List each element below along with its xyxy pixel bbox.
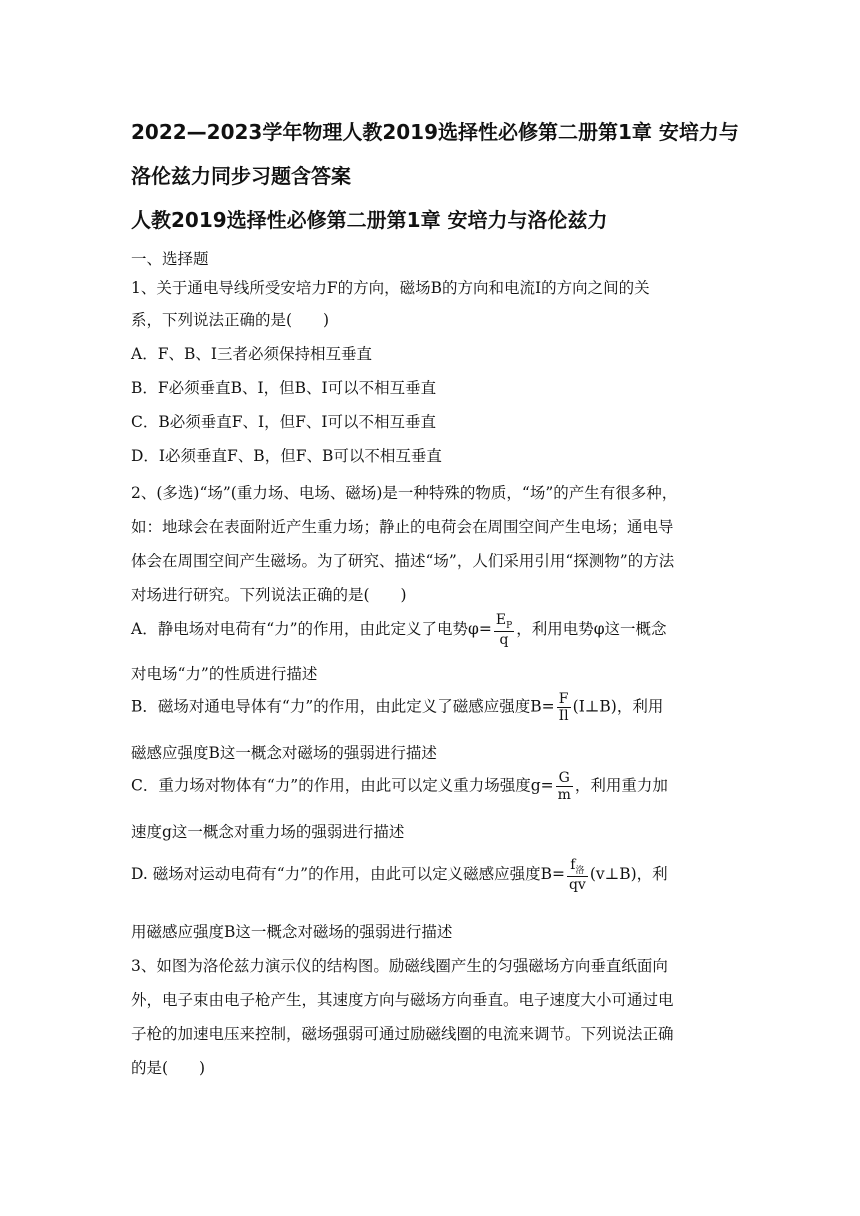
q1-option-d: D．I必须垂直F、B，但F、B可以不相互垂直: [131, 447, 442, 465]
q2-option-d-line-2: 用磁感应强度B这一概念对磁场的强弱进行描述: [131, 923, 453, 941]
fraction-numerator: G: [556, 770, 573, 787]
q2-option-c-line-2: 速度g这一概念对重力场的强弱进行描述: [131, 823, 405, 841]
document-title-line-2: 洛伦兹力同步习题含答案: [131, 164, 351, 188]
q2-option-a-line-2: 对电场“力”的性质进行描述: [131, 665, 318, 683]
fraction-numerator: $f_洛$: [567, 857, 588, 877]
q2-option-c-text: C．重力场对物体有“力”的作用，由此可以定义重力场强度g=: [131, 776, 554, 795]
lorentz-fraction: [567, 857, 588, 893]
q3-stem-line-3: 子枪的加速电压来控制，磁场强弱可通过励磁线圈的电流来调节。下列说法正确: [131, 1025, 674, 1043]
q2-stem-line-3: 体会在周围空间产生磁场。为了研究、描述“场”，人们采用引用“探测物”的方法: [131, 552, 675, 570]
q2-option-d-text-after: (v⊥B)，利: [589, 865, 668, 884]
q2-stem-line-4: 对场进行研究。下列说法正确的是( ): [131, 586, 407, 604]
document-subtitle: 人教2019选择性必修第二册第1章 安培力与洛伦兹力: [131, 208, 608, 232]
document-title-line-1: 2022—2023学年物理人教2019选择性必修第二册第1章 安培力与: [131, 120, 739, 144]
fraction-numerator: F: [557, 691, 571, 708]
q2-option-a-text: A．静电场对电荷有“力”的作用，由此定义了电势φ=: [131, 620, 492, 639]
q2-option-d: [131, 857, 668, 893]
q3-stem-line-4: 的是( ): [131, 1059, 206, 1077]
q2-option-d-text: D. 磁场对运动电荷有“力”的作用，由此可以定义磁感应强度B=: [131, 865, 565, 884]
fraction-numerator: $E_P$: [495, 612, 513, 631]
q3-stem-line-1: 3、如图为洛伦兹力演示仪的结构图。励磁线圈产生的匀强磁场方向垂直纸面向: [131, 957, 668, 975]
q2-option-b-line-2: 磁感应强度B这一概念对磁场的强弱进行描述: [131, 744, 437, 762]
magnetic-induction-fraction: [557, 691, 571, 724]
q2-option-b-text-after: (I⊥B)，利用: [572, 697, 664, 716]
q2-option-c-text-after: ，利用重力加: [574, 776, 668, 795]
potential-fraction: [494, 612, 514, 648]
q2-stem-line-2: 如：地球会在表面附近产生重力场；静止的电荷会在周围空间产生电场；通电导: [131, 518, 674, 536]
fraction-denominator: qv: [568, 877, 586, 894]
section-heading: 一、选择题: [131, 250, 209, 268]
q2-stem-line-1: 2、(多选)“场”(重力场、电场、磁场)是一种特殊的物质，“场”的产生有很多种，: [131, 484, 678, 502]
q3-stem-line-2: 外，电子束由电子枪产生，其速度方向与磁场方向垂直。电子速度大小可通过电: [131, 991, 674, 1009]
q2-option-a-text-after: ，利用电势φ这一概念: [516, 620, 667, 639]
fraction-denominator: q: [499, 632, 509, 649]
q1-stem-line-1: 1、关于通电导线所受安培力F的方向，磁场B的方向和电流I的方向之间的关: [131, 279, 650, 297]
gravity-field-fraction: [556, 770, 573, 803]
q1-option-a: A．F、B、I三者必须保持相互垂直: [131, 345, 372, 363]
q2-option-a: [131, 612, 667, 648]
fraction-denominator: m: [557, 787, 571, 804]
q2-option-b: [131, 691, 663, 724]
q1-stem-line-2: 系，下列说法正确的是( ): [131, 311, 330, 329]
q1-option-b: B．F必须垂直B、I，但B、I可以不相互垂直: [131, 379, 437, 397]
q1-option-c: C．B必须垂直F、I，但F、I可以不相互垂直: [131, 413, 437, 431]
q2-option-b-text: B．磁场对通电导体有“力”的作用，由此定义了磁感应强度B=: [131, 697, 555, 716]
fraction-denominator: Il: [558, 708, 569, 725]
q2-option-c: [131, 770, 668, 803]
